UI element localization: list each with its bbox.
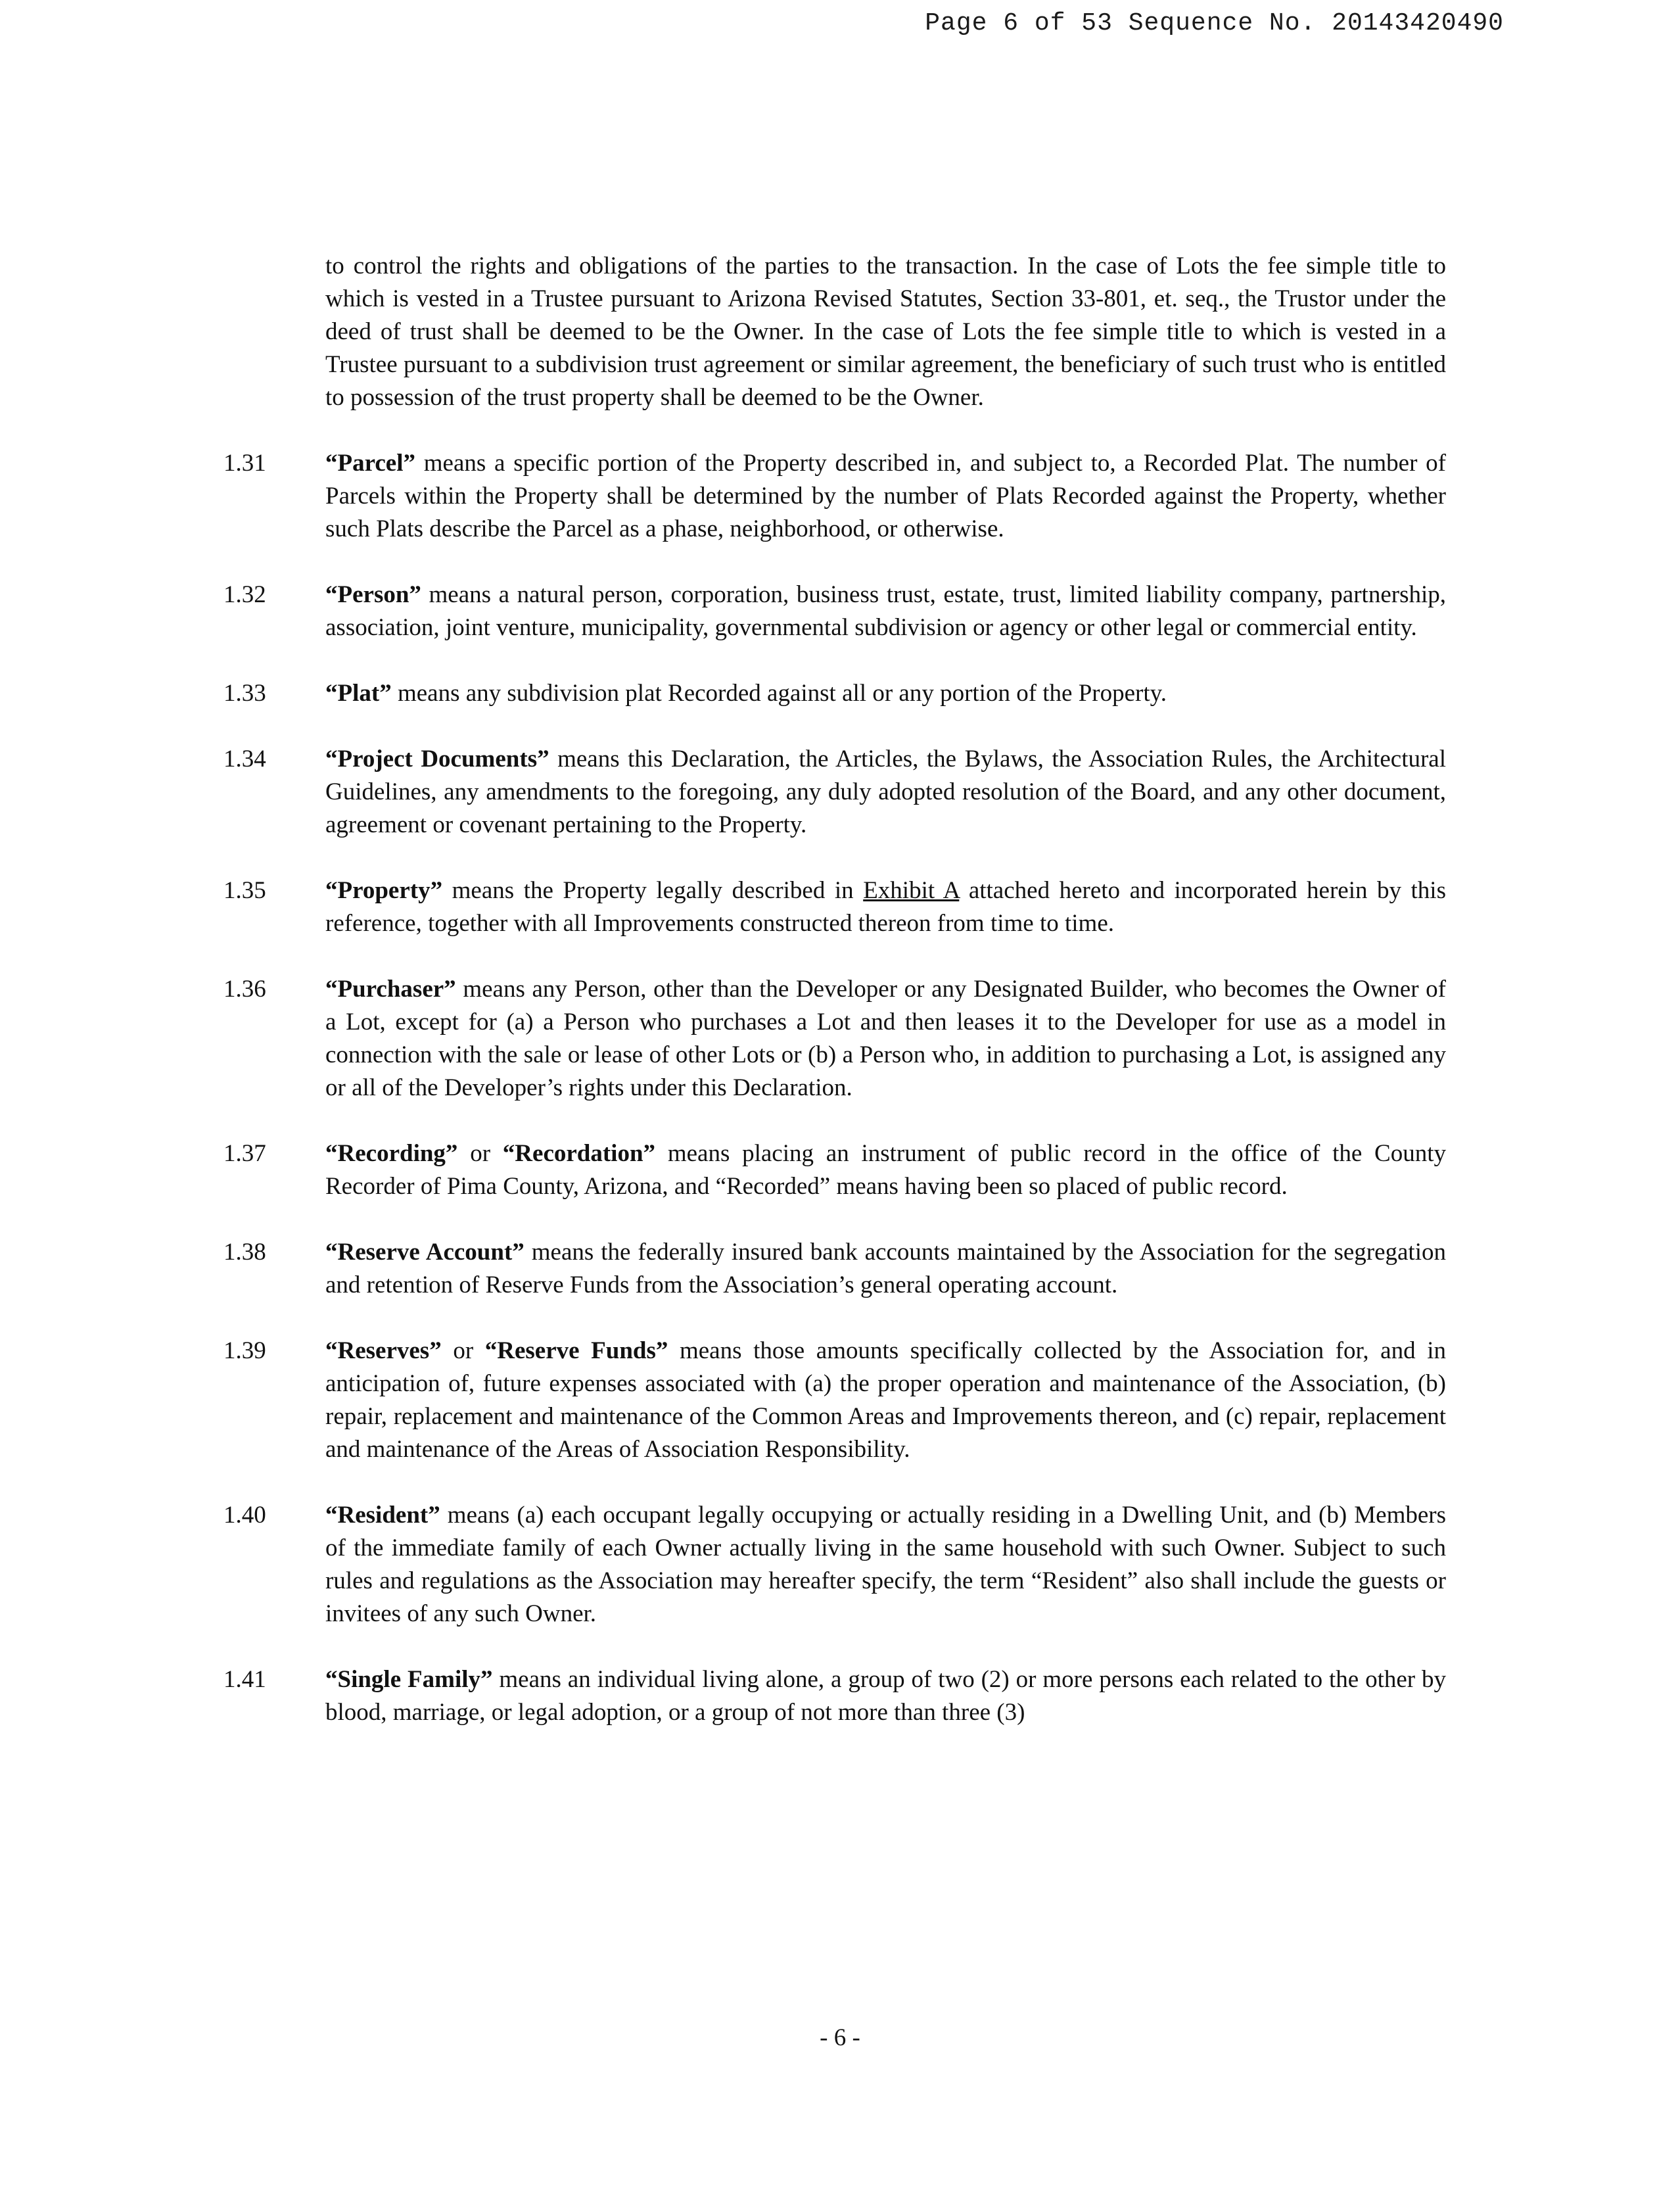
- definition-text: [325, 1236, 1446, 1302]
- section-number: 1.31: [223, 450, 266, 477]
- definition-1-36: [223, 973, 1446, 1105]
- term-joiner: or: [441, 1337, 485, 1364]
- definition-1-40: [223, 1499, 1446, 1630]
- definition-text: [325, 743, 1446, 842]
- section-number: 1.32: [223, 581, 266, 608]
- definition-body: means an individual living alone, a group of two (2) or more persons each related to the other by blood, marriage, or legal adoption, or a group of not more than three (3): [325, 1666, 1447, 1726]
- section-number: 1.33: [223, 680, 266, 707]
- definition-text: [325, 1137, 1446, 1203]
- section-number: 1.36: [223, 976, 266, 1003]
- definition-body: means those amounts specifically collected by the Association for, and in anticipation of, future expenses associated with (a) the proper operation and maintenance of the Association, (b) repair, replacement and maintenance of the Common Areas and Improvements thereon, and (c) repair, replacement and maintenance of the Areas of Association Responsibility.: [325, 1337, 1446, 1463]
- page-sequence-header: Page 6 of 53 Sequence No. 20143420490: [925, 9, 1504, 37]
- definition-text: [325, 1335, 1446, 1466]
- exhibit-a-reference: Exhibit A: [863, 877, 960, 904]
- definition-text: [325, 447, 1446, 546]
- term-joiner: or: [457, 1140, 503, 1167]
- section-number: 1.34: [223, 746, 266, 773]
- definition-1-41: [223, 1663, 1446, 1729]
- defined-term: “Resident”: [325, 1502, 440, 1529]
- definition-text: [325, 1499, 1446, 1630]
- section-number: 1.37: [223, 1140, 266, 1167]
- document-body: [223, 250, 1446, 1729]
- defined-term: “Reserves”: [325, 1337, 442, 1364]
- defined-term: “Project Documents”: [325, 746, 549, 773]
- defined-term: “Property”: [325, 877, 443, 904]
- section-number: 1.38: [223, 1239, 266, 1266]
- definition-body: means this Declaration, the Articles, the Bylaws, the Association Rules, the Architectural Guidelines, any amendments to the foregoing, any duly adopted resolution of the Board, and any other document, agreement or covenant pertaining to the Property.: [325, 746, 1447, 838]
- defined-term: “Reserve Account”: [325, 1239, 525, 1266]
- definition-body: means any subdivision plat Recorded against all or any portion of the Property.: [391, 680, 1167, 707]
- definition-body: means (a) each occupant legally occupying or actually residing in a Dwelling Unit, and (b) Members of the immediate family of each Owner actually living in the same household with such Owner. Subject to such rules and regulations as the Association may hereafter specify, the term “Resident” also shall include the guests or invitees of any such Owner.: [325, 1502, 1446, 1627]
- definition-text: [325, 1663, 1446, 1729]
- definition-1-39: [223, 1335, 1446, 1466]
- defined-term: “Parcel”: [325, 450, 415, 477]
- page-number: - 6 -: [820, 2024, 860, 2051]
- definition-body: means a natural person, corporation, business trust, estate, trust, limited liability company, partnership, association, joint venture, municipality, governmental subdivision or agency or other legal or commercial entity.: [325, 581, 1446, 641]
- definition-body: means any Person, other than the Developer or any Designated Builder, who becomes the Owner of a Lot, except for (a) a Person who purchases a Lot and then leases it to the Developer for use as a model in connection with the sale or lease of other Lots or (b) a Person who, in addition to purchasing a Lot, is assigned any or all of the Developer’s rights under this Declaration.: [325, 976, 1446, 1101]
- intro-paragraph: to control the rights and obligations of the parties to the transaction. In the case of Lots the fee simple title to which is vested in a Trustee pursuant to Arizona Revised Statutes, Section 33-801, et. seq., the Trustor under the deed of trust shall be deemed to be the Owner. In the case of Lots the fee simple title to which is vested in a Trustee pursuant to a subdivision trust agreement or similar agreement, the beneficiary of such trust who is entitled to possession of the trust property shall be deemed to be the Owner.: [325, 252, 1446, 411]
- definition-1-32: [223, 579, 1446, 644]
- defined-term: “Single Family”: [325, 1666, 493, 1693]
- definition-1-35: [223, 874, 1446, 940]
- definition-1-34: [223, 743, 1446, 842]
- definition-1-31: [223, 447, 1446, 546]
- definition-body: means a specific portion of the Property described in, and subject to, a Recorded Plat. The number of Parcels within the Property shall be determined by the number of Plats Recorded against the Property, whether such Plats describe the Parcel as a phase, neighborhood, or otherwise.: [325, 450, 1446, 542]
- definition-body-continued: attached hereto and incorporated herein by this reference, together with all Improvements constructed thereon from time to time.: [325, 877, 1446, 937]
- definition-body: means the federally insured bank accounts maintained by the Association for the segregation and retention of Reserve Funds from the Association’s general operating account.: [325, 1239, 1446, 1298]
- defined-term: “Recording”: [325, 1140, 458, 1167]
- definition-1-37: [223, 1137, 1446, 1203]
- definition-text: [325, 579, 1446, 644]
- definition-text: [325, 973, 1446, 1105]
- defined-term: “Plat”: [325, 680, 392, 707]
- defined-term: “Person”: [325, 581, 421, 608]
- definition-body: means placing an instrument of public record in the office of the County Recorder of Pima County, Arizona, and “Recorded” means having been so placed of public record.: [325, 1140, 1446, 1200]
- defined-term-alternate: “Reserve Funds”: [484, 1337, 668, 1364]
- section-number: 1.39: [223, 1337, 266, 1364]
- defined-term: “Purchaser”: [325, 976, 456, 1003]
- definition-1-38: [223, 1236, 1446, 1302]
- definition-text: [325, 677, 1446, 710]
- section-number: 1.35: [223, 877, 266, 904]
- definition-1-33: [223, 677, 1446, 710]
- section-number: 1.40: [223, 1502, 266, 1529]
- definition-body: means the Property legally described in: [442, 877, 864, 904]
- defined-term-alternate: “Recordation”: [502, 1140, 656, 1167]
- definition-text: [325, 874, 1446, 940]
- section-number: 1.41: [223, 1666, 266, 1693]
